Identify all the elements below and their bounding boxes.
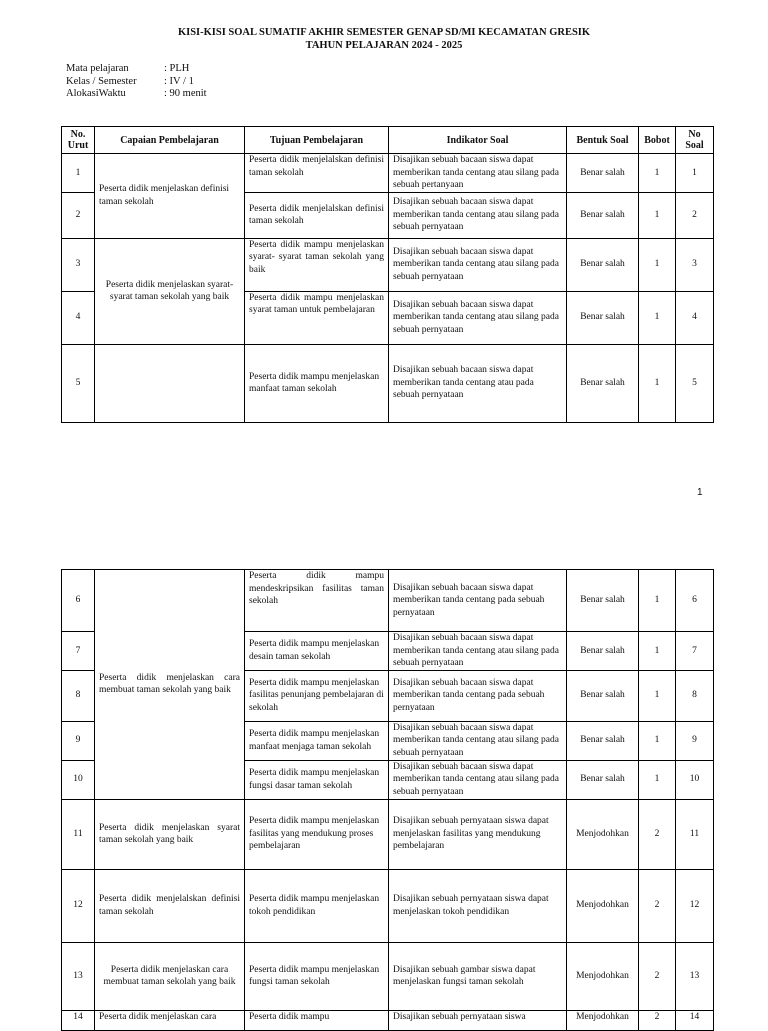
row-bentuk: Benar salah [567,344,639,422]
row-indikator: Disajikan sebuah bacaan siswa dapat memberikan tanda centang pada sebuah pernyataan [389,670,567,721]
row-bobot: 1 [639,291,676,344]
row-bobot: 2 [639,869,676,942]
row-indikator: Disajikan sebuah pernyataan siswa dapat menjelaskan fasilitas yang mendukung pembelajaran [389,799,567,869]
row-capaian: Peserta didik menjelaskan syarat taman sekolah yang baik [95,799,245,869]
row-no: 9 [62,721,95,760]
academic-year: TAHUN PELAJARAN 2024 - 2025 [305,40,463,51]
document-title: KISI-KISI SOAL SUMATIF AKHIR SEMESTER GENAP SD/MI KECAMATAN GRESIK [177,27,591,38]
row-no: 1 [62,154,95,193]
row-no-soal: 9 [676,721,714,760]
row-indikator: Disajikan sebuah pernyataan siswa [389,1010,567,1030]
row-no-soal: 10 [676,760,714,799]
row-no-soal: 7 [676,632,714,671]
row-no-soal: 1 [676,154,714,193]
table-row [62,238,714,291]
info-subject [66,63,207,76]
table-row [62,942,714,1010]
row-bobot: 1 [639,632,676,671]
row-tujuan: Peserta didik mampu [245,1010,389,1030]
row-no: 13 [62,942,95,1010]
row-no: 8 [62,670,95,721]
row-tujuan: Peserta didik mampu menjelaskan desain taman sekolah [245,632,389,671]
table-header-row [62,127,714,154]
row-bobot: 1 [639,760,676,799]
row-no-soal: 4 [676,291,714,344]
row-bentuk: Menjodohkan [567,869,639,942]
kisi-kisi-table-page-1 [61,126,714,423]
row-tujuan: Peserta didik mampu menjelaskan manfaat menjaga taman sekolah [245,721,389,760]
row-capaian: Peserta didik menjelaskan cara membuat taman sekolah yang baik [95,570,245,800]
table-row [62,154,714,193]
row-tujuan: Peserta didik mampu menjelaskan fungsi dasar taman sekolah [245,760,389,799]
row-capaian: Peserta didik menjelaskan cara membuat taman sekolah yang baik [95,942,245,1010]
row-no-soal: 5 [676,344,714,422]
row-bobot: 1 [639,344,676,422]
row-indikator: Disajikan sebuah bacaan siswa dapat memberikan tanda centang atau silang pada sebuah pernyataan [389,291,567,344]
info-label: AlokasiWaktu [66,88,126,99]
col-header-bobot: Bobot [639,127,676,154]
row-bentuk: Benar salah [567,192,639,238]
row-bentuk: Benar salah [567,670,639,721]
col-header-tujuan: Tujuan Pembelajaran [245,127,389,154]
row-no: 11 [62,799,95,869]
row-no: 7 [62,632,95,671]
row-indikator: Disajikan sebuah pernyataan siswa dapat menjelaskan tokoh pendidikan [389,869,567,942]
info-class-semester [66,76,207,89]
table-row [62,869,714,942]
row-no-soal: 14 [676,1010,714,1030]
col-header-capaian: Capaian Pembelajaran [95,127,245,154]
row-bentuk: Menjodohkan [567,1010,639,1030]
row-bentuk: Benar salah [567,760,639,799]
row-tujuan: Peserta didik menjelalskan definisi taman sekolah [245,192,389,238]
col-header-no-urut: No. Urut [62,127,95,154]
subject-info [66,63,207,101]
info-value: : 90 menit [164,88,207,99]
row-indikator: Disajikan sebuah bacaan siswa dapat memberikan tanda centang atau silang pada sebuah pernyataan [389,238,567,291]
row-bentuk: Benar salah [567,291,639,344]
row-bentuk: Benar salah [567,238,639,291]
row-tujuan: Peserta didik mampu menjelaskan fungsi taman sekolah [245,942,389,1010]
row-bentuk: Benar salah [567,632,639,671]
row-no-soal: 11 [676,799,714,869]
row-indikator: Disajikan sebuah gambar siswa dapat menjelaskan fungsi taman sekolah [389,942,567,1010]
row-bentuk: Menjodohkan [567,799,639,869]
row-no-soal: 13 [676,942,714,1010]
row-bobot: 2 [639,942,676,1010]
row-bobot: 2 [639,799,676,869]
col-header-indikator: Indikator Soal [389,127,567,154]
row-bentuk: Benar salah [567,570,639,632]
row-no: 12 [62,869,95,942]
info-value: : PLH [164,63,190,74]
row-no-soal: 8 [676,670,714,721]
kisi-kisi-table-page-2 [61,569,714,1031]
row-bobot: 1 [639,238,676,291]
row-tujuan: Peserta didik mampu menjelaskan fasilitas yang mendukung proses pembelajaran [245,799,389,869]
row-no: 5 [62,344,95,422]
row-tujuan: Peserta didik menjelalskan definisi taman sekolah [245,154,389,193]
row-bobot: 1 [639,192,676,238]
row-bobot: 2 [639,1010,676,1030]
row-no: 6 [62,570,95,632]
row-no: 3 [62,238,95,291]
row-tujuan: Peserta didik mampu menjelaskan syarat taman untuk pembelajaran [245,291,389,344]
row-bobot: 1 [639,670,676,721]
row-no: 4 [62,291,95,344]
info-time-allocation [66,88,207,101]
row-capaian-continued [95,344,245,422]
row-bobot: 1 [639,570,676,632]
row-indikator: Disajikan sebuah bacaan siswa dapat memberikan tanda centang atau silang pada sebuah pernyataan [389,760,567,799]
row-tujuan: Peserta didik mampu menjelaskan fasilitas penunjang pembelajaran di sekolah [245,670,389,721]
row-bobot: 1 [639,154,676,193]
row-tujuan: Peserta didik mampu menjelaskan tokoh pendidikan [245,869,389,942]
row-bobot: 1 [639,721,676,760]
row-bentuk: Benar salah [567,721,639,760]
row-no-soal: 2 [676,192,714,238]
info-label: Mata pelajaran [66,63,129,74]
col-header-bentuk-soal: Bentuk Soal [567,127,639,154]
row-indikator: Disajikan sebuah bacaan siswa dapat memberikan tanda centang pada sebuah pernyataan [389,570,567,632]
row-no-soal: 12 [676,869,714,942]
row-capaian: Peserta didik menjelaskan cara [95,1010,245,1030]
col-header-no-soal: No Soal [676,127,714,154]
row-no-soal: 3 [676,238,714,291]
table-row [62,1010,714,1030]
row-no: 2 [62,192,95,238]
row-indikator: Disajikan sebuah bacaan siswa dapat memberikan tanda centang atau silang pada sebuah pernyataan [389,632,567,671]
row-no: 14 [62,1010,95,1030]
row-indikator: Disajikan sebuah bacaan siswa dapat memberikan tanda centang atau silang pada sebuah pertanyaan [389,154,567,193]
row-no: 10 [62,760,95,799]
row-bentuk: Benar salah [567,154,639,193]
row-capaian: Peserta didik menjelaskan definisi taman sekolah [95,154,245,239]
row-no-soal: 6 [676,570,714,632]
row-indikator: Disajikan sebuah bacaan siswa dapat memberikan tanda centang atau silang pada sebuah pernyataan [389,192,567,238]
row-tujuan: Peserta didik mampu mendeskripsikan fasilitas taman sekolah [245,570,389,632]
row-capaian: Peserta didik menjelalskan definisi taman sekolah [95,869,245,942]
table-row [62,570,714,632]
row-tujuan: Peserta didik mampu menjelaskan syarat- syarat taman sekolah yang baik [245,238,389,291]
table-row [62,799,714,869]
row-indikator: Disajikan sebuah bacaan siswa dapat memberikan tanda centang atau silang pada sebuah pernyataan [389,721,567,760]
row-indikator: Disajikan sebuah bacaan siswa dapat memberikan tanda centang atau pada sebuah pernyataan [389,344,567,422]
row-bentuk: Menjodohkan [567,942,639,1010]
table-row [62,344,714,422]
page-number: 1 [697,487,703,498]
row-capaian: Peserta didik menjelaskan syarat-syarat taman sekolah yang baik [95,238,245,344]
info-value: : IV / 1 [164,75,194,87]
info-label: Kelas / Semester [66,75,137,87]
row-tujuan: Peserta didik mampu menjelaskan manfaat taman sekolah [245,344,389,422]
